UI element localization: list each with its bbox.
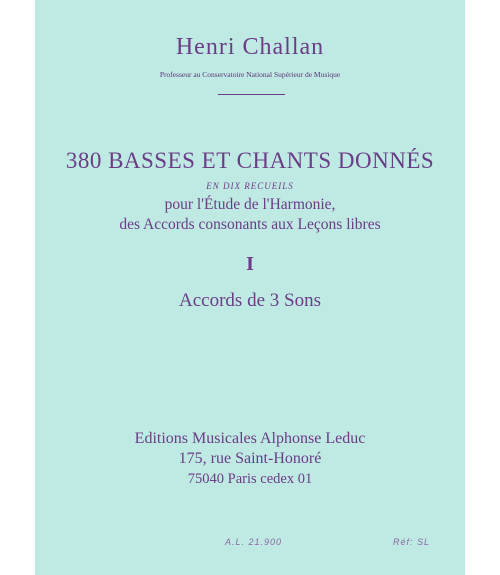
author-subtitle: Professeur au Conservatoire National Supérieur de Musique [159, 70, 341, 79]
volume-title: Accords de 3 Sons [179, 290, 321, 311]
author-name: Henri Challan [175, 34, 325, 60]
series-note: EN DIX RECUEILS [206, 181, 294, 191]
purpose-line-2: des Accords consonants aux Leçons libres [119, 216, 381, 233]
book-title: 380 BASSES ET CHANTS DONNÉS [65, 148, 435, 173]
purpose-line-1: pour l'Étude de l'Harmonie, [164, 196, 336, 213]
plate-number: A.L. 21.900 [225, 537, 283, 547]
publisher-city: 75040 Paris cedex 01 [187, 471, 313, 487]
reference-code: Réf: SL [393, 537, 431, 547]
volume-number: I [246, 253, 254, 275]
divider-rule [218, 94, 285, 95]
publisher-name: Editions Musicales Alphonse Leduc [134, 430, 366, 447]
publisher-street: 175, rue Saint-Honoré [178, 450, 322, 467]
book-cover [35, 0, 465, 575]
